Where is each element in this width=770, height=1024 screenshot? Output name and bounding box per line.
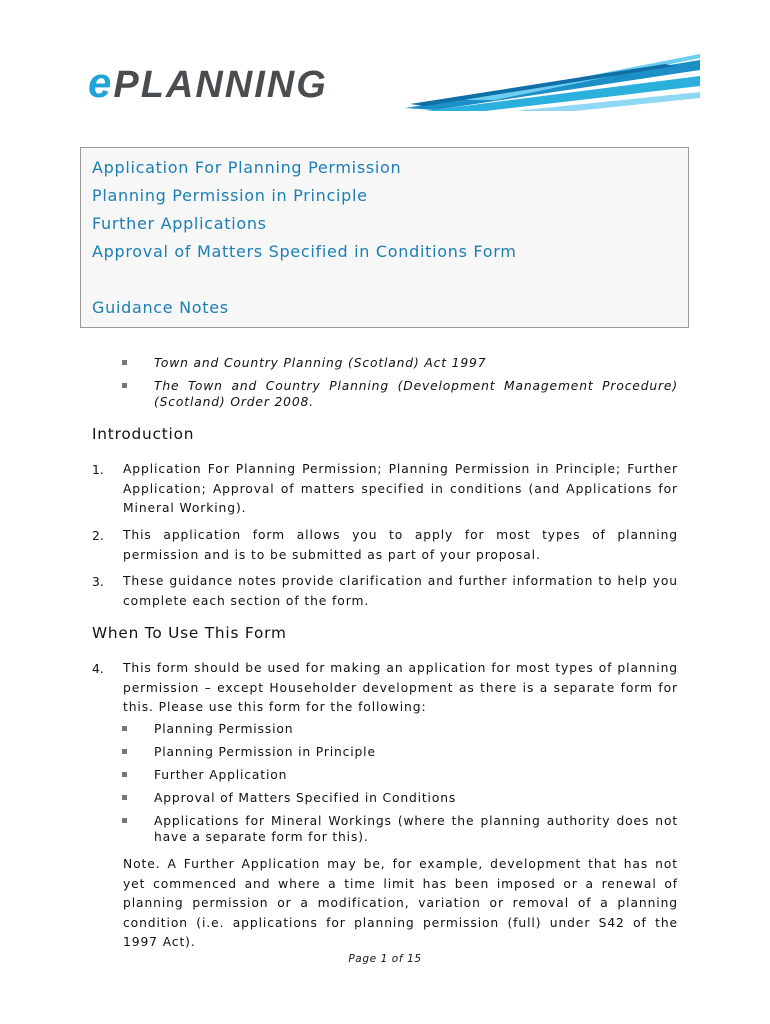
paragraph-2 xyxy=(92,526,678,565)
logo-e-letter: e xyxy=(88,59,114,106)
bullet-icon xyxy=(122,360,127,365)
list-item xyxy=(122,790,678,813)
bullet-icon xyxy=(122,772,127,777)
application-type-text: Further Application xyxy=(154,768,288,782)
paragraph-text: Application For Planning Permission; Planning Permission in Principle; Further Application; Approval of matters specified in conditions (and Applications for Mineral Working). xyxy=(123,462,678,516)
title-line-4: Approval of Matters Specified in Conditions Form xyxy=(92,242,517,261)
title-line-2: Planning Permission in Principle xyxy=(92,186,368,205)
paragraph-number: 4. xyxy=(92,662,104,676)
list-item xyxy=(122,378,678,410)
paragraph-number: 3. xyxy=(92,575,104,589)
legislation-item-text: The Town and Country Planning (Development Management Procedure) (Scotland) Order 2008. xyxy=(154,379,678,409)
application-type-text: Planning Permission in Principle xyxy=(154,745,376,759)
eplanning-logo xyxy=(88,59,328,106)
application-type-text: Planning Permission xyxy=(154,722,294,736)
paragraph-text: This form should be used for making an application for most types of planning permission – except Householder development as there is a separate form for this. Please use this form for the following: xyxy=(123,661,678,715)
title-line-3: Further Applications xyxy=(92,214,267,233)
bullet-icon xyxy=(122,726,127,731)
list-item xyxy=(122,721,678,744)
when-to-use-heading: When To Use This Form xyxy=(92,624,287,642)
paragraph-text: This application form allows you to apply for most types of planning permission and is to be submitted as part of your proposal. xyxy=(123,528,678,562)
list-item xyxy=(122,355,678,371)
guidance-notes-subtitle: Guidance Notes xyxy=(92,298,229,317)
paragraph-number: 2. xyxy=(92,529,104,543)
bullet-icon xyxy=(122,383,127,388)
page-number: Page 1 of 15 xyxy=(348,953,422,965)
introduction-heading: Introduction xyxy=(92,425,195,443)
logo-swoosh-graphic xyxy=(405,54,700,112)
paragraph-1 xyxy=(92,460,678,519)
title-line-1: Application For Planning Permission xyxy=(92,158,402,177)
bullet-icon xyxy=(122,749,127,754)
application-types-list xyxy=(122,721,678,849)
paragraph-number: 1. xyxy=(92,463,104,477)
title-box xyxy=(80,147,689,328)
application-type-text: Applications for Mineral Workings (where the planning authority does not have a separate form for this). xyxy=(154,814,678,844)
further-application-note: Note. A Further Application may be, for example, development that has not yet commenced and where a time limit has been imposed or a renewal of planning permission or a modification, variation or removal of a planning condition (i.e. applications for planning permission (full) under S42 of the 1997 Act). xyxy=(123,857,678,950)
paragraph-4 xyxy=(92,659,678,718)
list-item xyxy=(122,744,678,767)
application-type-text: Approval of Matters Specified in Conditions xyxy=(154,791,457,805)
logo-wordmark: PLANNING xyxy=(113,64,328,106)
list-item xyxy=(122,767,678,790)
legislation-item-text: Town and Country Planning (Scotland) Act 1997 xyxy=(154,356,487,370)
paragraph-text: These guidance notes provide clarification and further information to help you complete each section of the form. xyxy=(123,574,678,608)
paragraph-3 xyxy=(92,572,678,611)
bullet-icon xyxy=(122,818,127,823)
bullet-icon xyxy=(122,795,127,800)
list-item xyxy=(122,813,678,849)
legislation-list xyxy=(122,355,678,417)
